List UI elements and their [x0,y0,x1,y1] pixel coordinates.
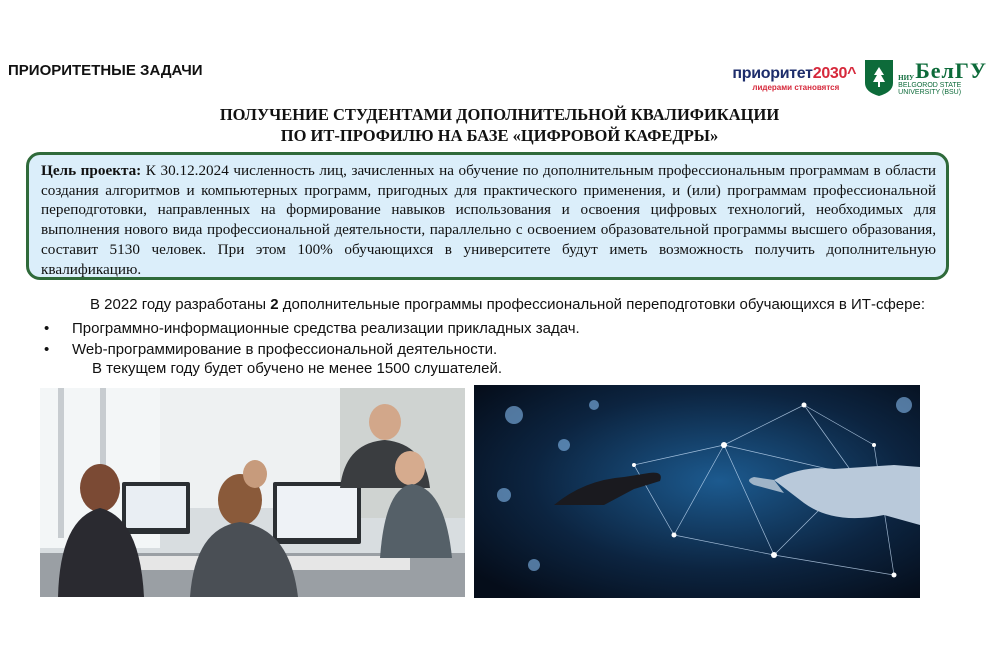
goal-label: Цель проекта: [41,162,142,179]
section-label: ПРИОРИТЕТНЫЕ ЗАДАЧИ [8,62,203,79]
project-goal-box [26,152,949,280]
programs-lead [90,296,925,313]
digital-ai-hands-image [474,385,920,598]
slide-title-line-2: ПО ИТ-ПРОФИЛЮ НА БАЗЕ «ЦИФРОВОЙ КАФЕДРЫ» [280,126,719,145]
program-list-item [44,320,580,337]
bullet-icon: • [44,320,50,337]
classroom-photo [40,388,465,597]
bsu-name: БелГУ [915,58,987,83]
goal-text: К 30.12.2024 численность лиц, зачисленных на обучение по дополнительным профессиональным программам в области создания алгоритмов и компьютерных программ, пригодных для практического применения, и (или) программам профессиональной переподготовки, направленных на формирование навыков использования и освоения цифровых технологий, необходимых для выполнения нового вида профессиональной деятельности, параллельно с освоением образовательной программы высшего образования, составит 5130 человек. При этом 100% обучающихся в университете будут иметь возможность получить дополнительную квалификацию. [41,162,936,278]
bsu-english-line-1: BELGOROD STATE [898,82,962,89]
priority-logo-slogan: лидерами становятся [752,82,840,92]
bsu-niu-label: НИУ [898,74,915,82]
priority-logo-main: приоритет [732,64,813,82]
programs-count: 2 [270,296,279,313]
bsu-shield-icon [864,59,894,97]
bsu-english-line-2: UNIVERSITY (BSU) [898,89,962,96]
programs-lead-before: В 2022 году разработаны [90,296,271,313]
programs-lead-after: дополнительные программы профессиональной переподготовки обучающихся в ИТ-сфере: [278,296,925,313]
priority-logo-year: 2030^ [812,64,857,82]
header-logos [732,56,987,100]
bsu-logo [864,59,987,97]
priority-2030-logo [732,65,856,92]
program-item-label: Программно-информационные средства реализации прикладных задач. [72,320,580,337]
listeners-note: В текущем году будет обучено не менее 1500 слушателей. [92,360,503,377]
program-list-item [44,341,497,358]
slide-title-line-1: ПОЛУЧЕНИЕ СТУДЕНТАМИ ДОПОЛНИТЕЛЬНОЙ КВАЛИФИКАЦИИ [219,105,780,124]
program-item-label: Web-программирование в профессиональной деятельности. [72,341,498,358]
bullet-icon: • [44,341,50,358]
